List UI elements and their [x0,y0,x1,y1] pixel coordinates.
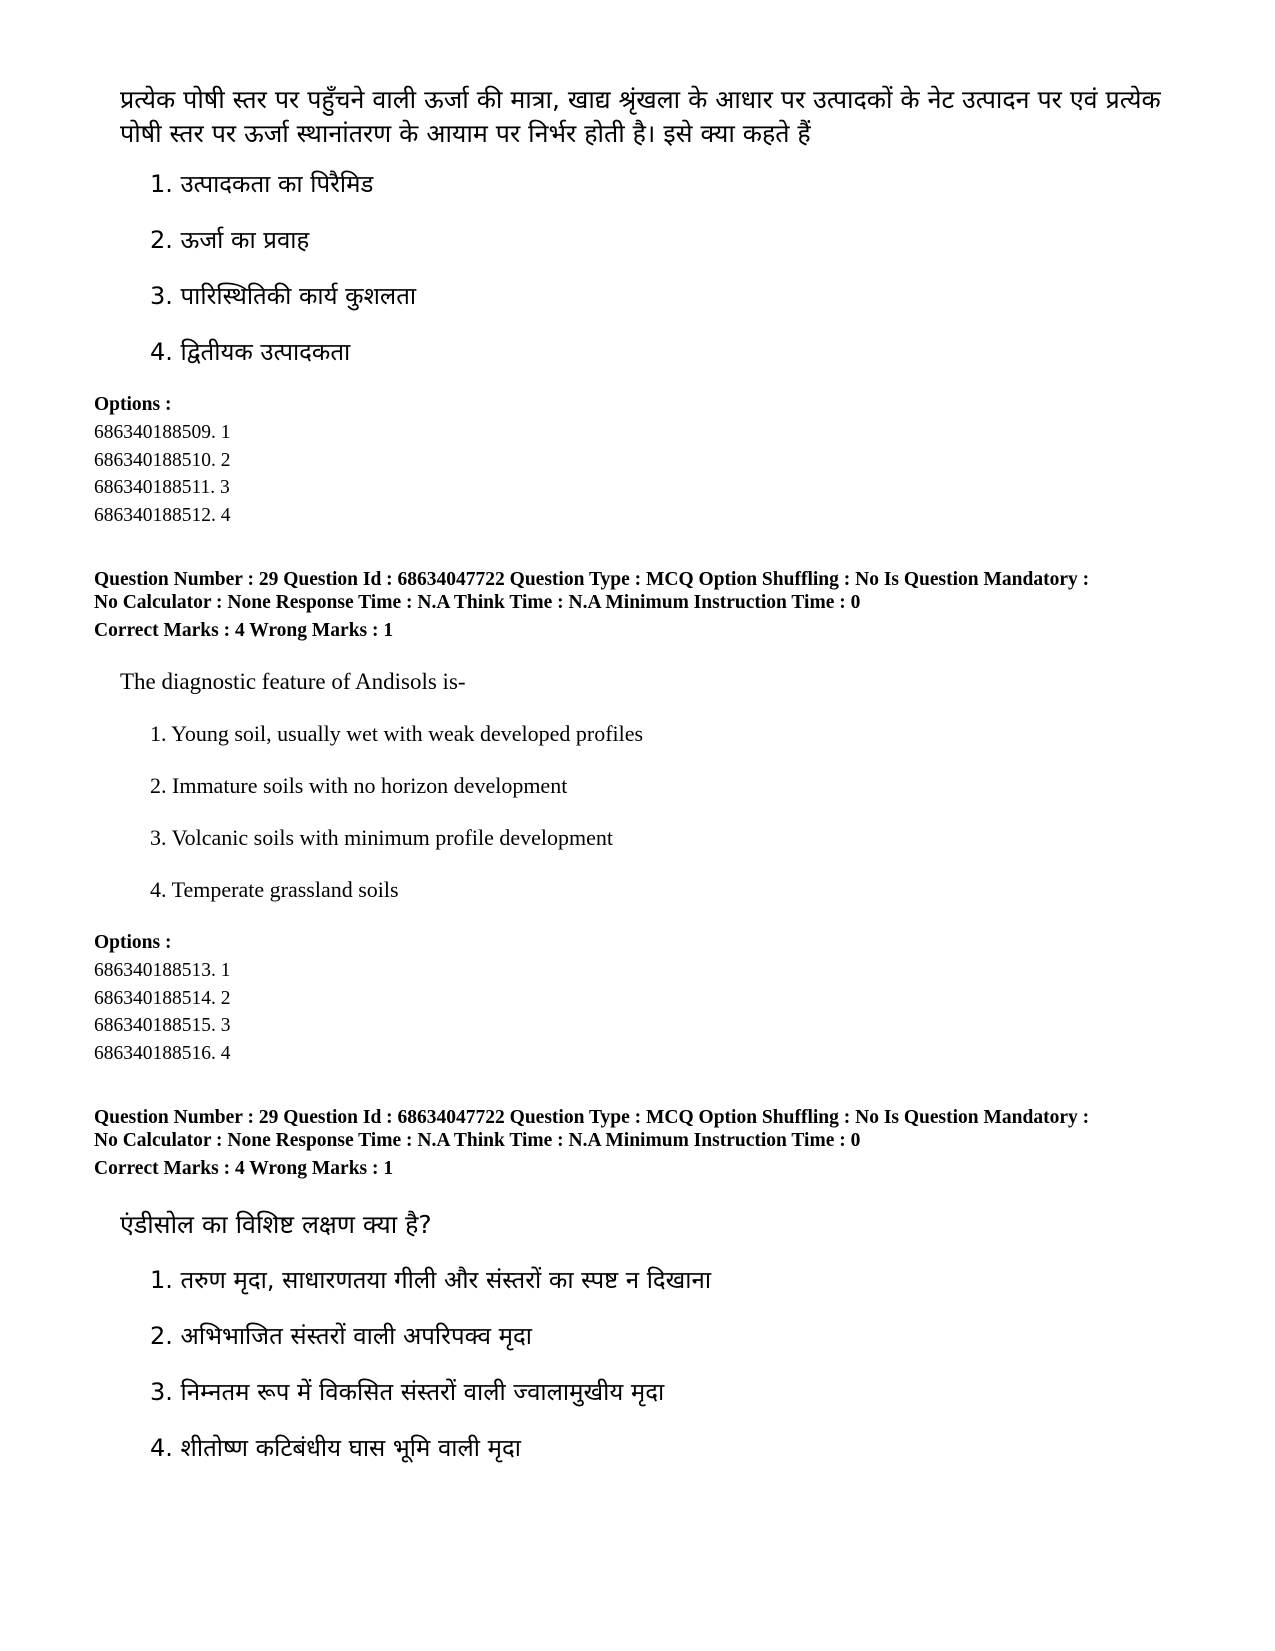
choice-2: 2. ऊर्जा का प्रवाह [150,226,310,254]
choice-2: 2. Immature soils with no horizon development [150,773,568,798]
choice-1: 1. Young soil, usually wet with weak developed profiles [150,721,644,746]
option-id: 686340188514. 2 [94,988,231,1009]
choice-2: 2. अभिभाजित संस्तरों वाली अपरिपक्व मृदा [150,1322,532,1350]
option-id: 686340188509. 1 [94,422,231,443]
question-stem-english: The diagnostic feature of Andisols is- [120,669,466,694]
option-id: 686340188513. 1 [94,960,231,981]
option-id: 686340188516. 4 [94,1043,231,1064]
choice-4: 4. द्वितीयक उत्पादकता [150,338,351,366]
option-id: 686340188510. 2 [94,450,231,471]
question-meta-line2: No Calculator : None Response Time : N.A Think Time : N.A Minimum Instruction Time : 0 [94,592,861,613]
choice-4: 4. शीतोष्ण कटिबंधीय घास भूमि वाली मृदा [150,1434,521,1462]
options-label: Options : [94,394,172,415]
option-id: 686340188512. 4 [94,505,231,526]
question-marks: Correct Marks : 4 Wrong Marks : 1 [94,1158,394,1179]
question-marks: Correct Marks : 4 Wrong Marks : 1 [94,620,394,641]
options-label: Options : [94,932,172,953]
choice-3: 3. पारिस्थितिकी कार्य कुशलता [150,282,417,310]
choice-3: 3. Volcanic soils with minimum profile development [150,825,613,850]
question-meta-line2: No Calculator : None Response Time : N.A Think Time : N.A Minimum Instruction Time : 0 [94,1130,861,1151]
choice-1: 1. उत्पादकता का पिरैमिड [150,170,374,198]
option-id: 686340188515. 3 [94,1015,231,1036]
option-id: 686340188511. 3 [94,477,230,498]
question-stem-hindi-1: प्रत्येक पोषी स्तर पर पहुँचने वाली ऊर्जा की मात्रा, खाद्य श्रृंखला के आधार पर उत्पादकों के नेट उत्पादन पर एवं प्रत्येक पोषी स्तर पर ऊर्जा स्थानांतरण के आयाम पर निर्भर होती है। इसे क्या कहते हैं [120,85,1161,148]
choice-4: 4. Temperate grassland soils [150,877,399,902]
question-stem-hindi-2: एंडीसोल का विशिष्ट लक्षण क्या है? [120,1210,432,1239]
choice-1: 1. तरुण मृदा, साधारणतया गीली और संस्तरों का स्पष्ट न दिखाना [150,1266,712,1294]
choice-3: 3. निम्नतम रूप में विकसित संस्तरों वाली ज्वालामुखीय मृदा [150,1378,665,1406]
question-meta-line1: Question Number : 29 Question Id : 68634047722 Question Type : MCQ Option Shuffling : No Is Question Mandatory : [94,1107,1090,1128]
question-meta-line1: Question Number : 29 Question Id : 68634047722 Question Type : MCQ Option Shuffling : No Is Question Mandatory : [94,569,1090,590]
